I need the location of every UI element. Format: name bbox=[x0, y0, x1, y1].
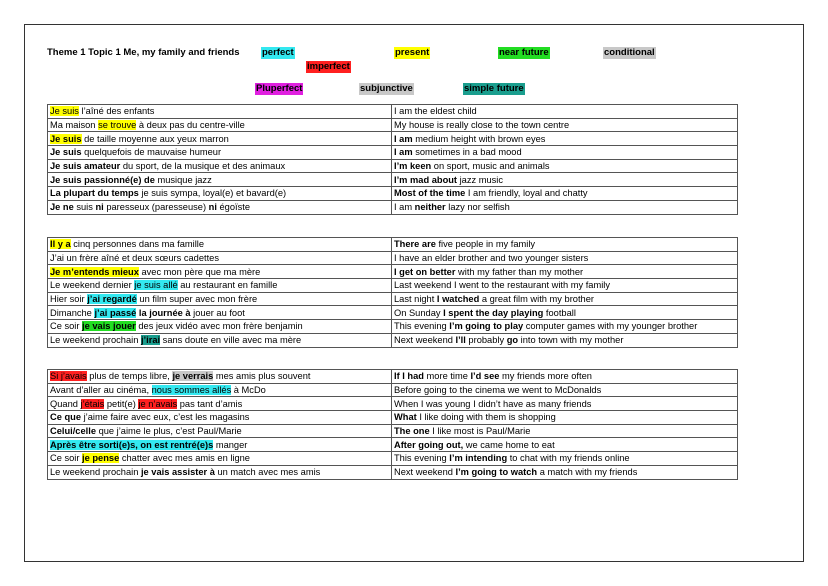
text-segment: I’m intending bbox=[449, 453, 508, 464]
text-segment: cinq personnes dans ma famille bbox=[70, 239, 205, 250]
highlighted-phrase: Je m’entends mieux bbox=[50, 266, 139, 277]
text-segment: I like most is Paul/Marie bbox=[429, 426, 531, 437]
text-segment: If I had bbox=[394, 371, 424, 382]
text-segment: into town with my mother bbox=[518, 335, 624, 346]
table-row bbox=[48, 333, 738, 347]
legend-pluperfect: Pluperfect bbox=[256, 83, 303, 94]
text-segment: to chat with my friends online bbox=[507, 453, 630, 464]
legend-perfect: perfect bbox=[262, 47, 294, 58]
french-phrase-cell bbox=[48, 333, 392, 347]
english-translation-cell bbox=[392, 187, 738, 201]
text-segment: Le weekend prochain bbox=[50, 467, 141, 478]
text-segment: jouer au foot bbox=[190, 307, 245, 318]
french-phrase-cell bbox=[48, 279, 392, 293]
french-phrase-cell bbox=[48, 105, 392, 119]
table-row bbox=[48, 146, 738, 160]
text-segment: neither bbox=[414, 202, 446, 213]
legend-present: present bbox=[395, 47, 430, 58]
text-segment: football bbox=[543, 307, 576, 318]
table-row bbox=[48, 279, 738, 293]
text-segment: I watched bbox=[436, 294, 480, 305]
text-segment: égoïste bbox=[216, 202, 251, 213]
text-segment: ni bbox=[208, 202, 217, 213]
french-phrase-cell bbox=[48, 411, 392, 425]
text-segment: je suis sympa, loyal(e) et bavard(e) bbox=[138, 188, 287, 199]
legend-simple-future: simple future bbox=[464, 83, 524, 94]
table-row bbox=[48, 265, 738, 279]
text-segment: manger bbox=[213, 439, 248, 450]
french-phrase-cell bbox=[48, 465, 392, 479]
french-phrase-cell bbox=[48, 118, 392, 132]
text-segment: Next weekend bbox=[394, 335, 456, 346]
text-segment: I like doing with them is shopping bbox=[416, 412, 556, 423]
text-segment: I get on better bbox=[394, 266, 456, 277]
text-segment: un match avec mes amis bbox=[214, 467, 321, 478]
french-phrase-cell bbox=[48, 146, 392, 160]
text-segment: Before going to the cinema we went to McDonalds bbox=[394, 385, 602, 396]
french-phrase-cell bbox=[48, 452, 392, 466]
english-translation-cell bbox=[392, 292, 738, 306]
text-segment: I’m going to watch bbox=[455, 467, 538, 478]
text-segment: a great film with my brother bbox=[479, 294, 594, 305]
text-segment: un film super avec mon frère bbox=[136, 294, 258, 305]
legend-near-future: near future bbox=[499, 47, 549, 58]
english-translation-cell bbox=[392, 105, 738, 119]
text-segment: I am friendly, loyal and chatty bbox=[465, 188, 588, 199]
french-phrase-cell bbox=[48, 370, 392, 384]
text-segment: Most of the time bbox=[394, 188, 466, 199]
text-segment: a match with my friends bbox=[537, 467, 638, 478]
text-segment: Celui/celle bbox=[50, 426, 96, 437]
english-translation-cell bbox=[392, 173, 738, 187]
text-segment: I am bbox=[394, 133, 413, 144]
text-segment: au restaurant en famille bbox=[177, 280, 278, 291]
english-translation-cell bbox=[392, 132, 738, 146]
french-phrase-cell bbox=[48, 200, 392, 214]
text-segment: musique jazz bbox=[154, 174, 212, 185]
text-segment: que j’aime le plus, c’est Paul/Marie bbox=[96, 426, 242, 437]
highlighted-phrase: j’ai passé bbox=[94, 307, 137, 318]
text-segment: Last weekend I went to the restaurant with my family bbox=[394, 280, 610, 291]
highlighted-phrase: je suis allé bbox=[134, 280, 178, 291]
text-segment: Ce que bbox=[50, 412, 81, 423]
highlighted-phrase: nous sommes allés bbox=[151, 385, 232, 396]
english-translation-cell bbox=[392, 265, 738, 279]
text-segment: probably bbox=[465, 335, 507, 346]
french-phrase-cell bbox=[48, 173, 392, 187]
text-segment: Le weekend prochain bbox=[50, 335, 141, 346]
french-phrase-cell bbox=[48, 320, 392, 334]
text-segment: chatter avec mes amis en ligne bbox=[119, 453, 250, 464]
table-row bbox=[48, 132, 738, 146]
english-translation-cell bbox=[392, 370, 738, 384]
english-translation-cell bbox=[392, 159, 738, 173]
text-segment: à McDo bbox=[231, 385, 266, 396]
text-segment: Quand bbox=[50, 398, 81, 409]
english-translation-cell bbox=[392, 251, 738, 265]
french-phrase-cell bbox=[48, 383, 392, 397]
english-translation-cell bbox=[392, 146, 738, 160]
text-segment: avec mon père que ma mère bbox=[138, 266, 261, 277]
table-row bbox=[48, 452, 738, 466]
text-segment: I’ll bbox=[455, 335, 466, 346]
table-row bbox=[48, 118, 738, 132]
text-segment: Ce soir bbox=[50, 321, 83, 332]
french-phrase-cell bbox=[48, 251, 392, 265]
table-row bbox=[48, 105, 738, 119]
text-segment: jazz music bbox=[457, 174, 504, 185]
text-segment: on sport, music and animals bbox=[431, 161, 550, 172]
text-segment: La plupart du temps bbox=[50, 188, 139, 199]
text-segment: à deux pas du centre-ville bbox=[136, 120, 245, 131]
text-segment: ni bbox=[95, 202, 104, 213]
text-segment: de taille moyenne aux yeux marron bbox=[81, 133, 229, 144]
table-row bbox=[48, 438, 738, 452]
english-translation-cell bbox=[392, 438, 738, 452]
text-segment: Je suis amateur bbox=[50, 161, 121, 172]
legend-subjunctive: subjunctive bbox=[360, 83, 413, 94]
english-translation-cell bbox=[392, 452, 738, 466]
table-row bbox=[48, 465, 738, 479]
english-translation-cell bbox=[392, 424, 738, 438]
text-segment: mes amis plus souvent bbox=[213, 371, 311, 382]
text-segment: After going out, bbox=[394, 439, 464, 450]
french-phrase-cell bbox=[48, 265, 392, 279]
english-translation-cell bbox=[392, 333, 738, 347]
text-segment: I’d see bbox=[470, 371, 500, 382]
text-segment: I am bbox=[394, 147, 413, 158]
text-segment: pas tant d’amis bbox=[177, 398, 243, 409]
text-segment: Dimanche bbox=[50, 307, 95, 318]
table-row bbox=[48, 320, 738, 334]
text-segment: petit(e) bbox=[104, 398, 139, 409]
table-row bbox=[48, 397, 738, 411]
legend-conditional: conditional bbox=[604, 47, 655, 58]
table-row bbox=[48, 306, 738, 320]
text-segment: computer games with my younger brother bbox=[523, 321, 698, 332]
highlighted-phrase: Je suis bbox=[50, 106, 79, 117]
text-segment: medium height with brown eyes bbox=[412, 133, 546, 144]
highlighted-phrase: j’irai bbox=[140, 335, 161, 346]
french-phrase-cell bbox=[48, 238, 392, 252]
highlighted-phrase: Si j’avais bbox=[50, 371, 87, 382]
english-translation-cell bbox=[392, 118, 738, 132]
text-segment: five people in my family bbox=[435, 239, 536, 250]
text-segment: je vais assister à bbox=[140, 467, 215, 478]
text-segment: Hier soir bbox=[50, 294, 88, 305]
text-segment: Ma maison bbox=[50, 120, 99, 131]
vocab-table-family bbox=[47, 237, 738, 348]
text-segment: I have an elder brother and two younger sisters bbox=[394, 253, 589, 264]
text-segment: paresseux (paresseuse) bbox=[103, 202, 209, 213]
french-phrase-cell bbox=[48, 438, 392, 452]
english-translation-cell bbox=[392, 465, 738, 479]
table-row bbox=[48, 383, 738, 397]
table-row bbox=[48, 424, 738, 438]
text-segment: I’m going to play bbox=[449, 321, 524, 332]
text-segment: my friends more often bbox=[499, 371, 592, 382]
french-phrase-cell bbox=[48, 132, 392, 146]
text-segment: I am the eldest child bbox=[394, 106, 477, 117]
text-segment: Ce soir bbox=[50, 453, 83, 464]
highlighted-phrase: Je suis bbox=[50, 133, 82, 144]
highlighted-phrase: j’étais bbox=[80, 398, 105, 409]
text-segment: suis bbox=[73, 202, 96, 213]
text-segment: What bbox=[394, 412, 417, 423]
french-phrase-cell bbox=[48, 159, 392, 173]
english-translation-cell bbox=[392, 411, 738, 425]
table-row bbox=[48, 238, 738, 252]
text-segment: The one bbox=[394, 426, 430, 437]
text-segment: j’aime faire avec eux, c’est les magasins bbox=[81, 412, 250, 423]
table-row bbox=[48, 159, 738, 173]
text-segment: My house is really close to the town centre bbox=[394, 120, 570, 131]
text-segment: l’aîné des enfants bbox=[78, 106, 155, 117]
table-row bbox=[48, 173, 738, 187]
text-segment: Next weekend bbox=[394, 467, 456, 478]
text-segment: There are bbox=[394, 239, 436, 250]
highlighted-phrase: je n’avais bbox=[138, 398, 178, 409]
table-row bbox=[48, 187, 738, 201]
text-segment: Je ne bbox=[50, 202, 74, 213]
vocab-table-friends bbox=[47, 369, 738, 480]
highlighted-phrase: Après être sorti(e)s, on est rentré(e)s bbox=[50, 439, 214, 450]
english-translation-cell bbox=[392, 200, 738, 214]
text-segment: Je suis passionné(e) de bbox=[50, 174, 155, 185]
text-segment: I am bbox=[394, 202, 415, 213]
french-phrase-cell bbox=[48, 187, 392, 201]
text-segment: J’ai un frère aîné et deux sœurs cadettes bbox=[50, 253, 219, 264]
text-segment: sans doute en ville avec ma mère bbox=[160, 335, 302, 346]
text-segment: Last night bbox=[394, 294, 437, 305]
english-translation-cell bbox=[392, 320, 738, 334]
text-segment: plus de temps libre, bbox=[86, 371, 173, 382]
highlighted-phrase: je verrais bbox=[172, 371, 214, 382]
highlighted-phrase: j’ai regardé bbox=[87, 294, 137, 305]
french-phrase-cell bbox=[48, 306, 392, 320]
english-translation-cell bbox=[392, 397, 738, 411]
table-row bbox=[48, 251, 738, 265]
english-translation-cell bbox=[392, 383, 738, 397]
text-segment: go bbox=[506, 335, 519, 346]
text-segment: with my father than my mother bbox=[455, 266, 584, 277]
text-segment: I’m mad about bbox=[394, 174, 458, 185]
text-segment: When I was young I didn’t have as many friends bbox=[394, 398, 592, 409]
text-segment: I spent the day playing bbox=[443, 307, 544, 318]
table-row bbox=[48, 200, 738, 214]
text-segment: quelquefois de mauvaise humeur bbox=[81, 147, 222, 158]
french-phrase-cell bbox=[48, 397, 392, 411]
text-segment: des jeux vidéo avec mon frère benjamin bbox=[135, 321, 303, 332]
text-segment: I’m keen bbox=[394, 161, 432, 172]
table-row bbox=[48, 411, 738, 425]
text-segment: lazy nor selfish bbox=[445, 202, 510, 213]
text-segment: On Sunday bbox=[394, 307, 444, 318]
text-segment: du sport, de la musique et des animaux bbox=[120, 161, 286, 172]
text-segment: Avant d’aller au cinéma, bbox=[50, 385, 152, 396]
english-translation-cell bbox=[392, 306, 738, 320]
highlighted-phrase: se trouve bbox=[98, 120, 137, 131]
table-row bbox=[48, 370, 738, 384]
french-phrase-cell bbox=[48, 424, 392, 438]
french-phrase-cell bbox=[48, 292, 392, 306]
highlighted-phrase: Il y a bbox=[50, 239, 71, 250]
vocab-table-personality bbox=[47, 104, 738, 215]
highlighted-phrase: je pense bbox=[82, 453, 120, 464]
text-segment: we came home to eat bbox=[463, 439, 555, 450]
english-translation-cell bbox=[392, 279, 738, 293]
text-segment: Le weekend dernier bbox=[50, 280, 135, 291]
text-segment: sometimes in a bad mood bbox=[412, 147, 522, 158]
text-segment: la journée à bbox=[136, 307, 191, 318]
legend-imperfect: imperfect bbox=[307, 61, 350, 72]
table-row bbox=[48, 292, 738, 306]
text-segment: This evening bbox=[394, 321, 450, 332]
highlighted-phrase: je vais jouer bbox=[82, 321, 136, 332]
text-segment: Je suis bbox=[50, 147, 82, 158]
text-segment: This evening bbox=[394, 453, 450, 464]
english-translation-cell bbox=[392, 238, 738, 252]
text-segment: more time bbox=[423, 371, 471, 382]
page-title: Theme 1 Topic 1 Me, my family and friends bbox=[47, 47, 240, 58]
